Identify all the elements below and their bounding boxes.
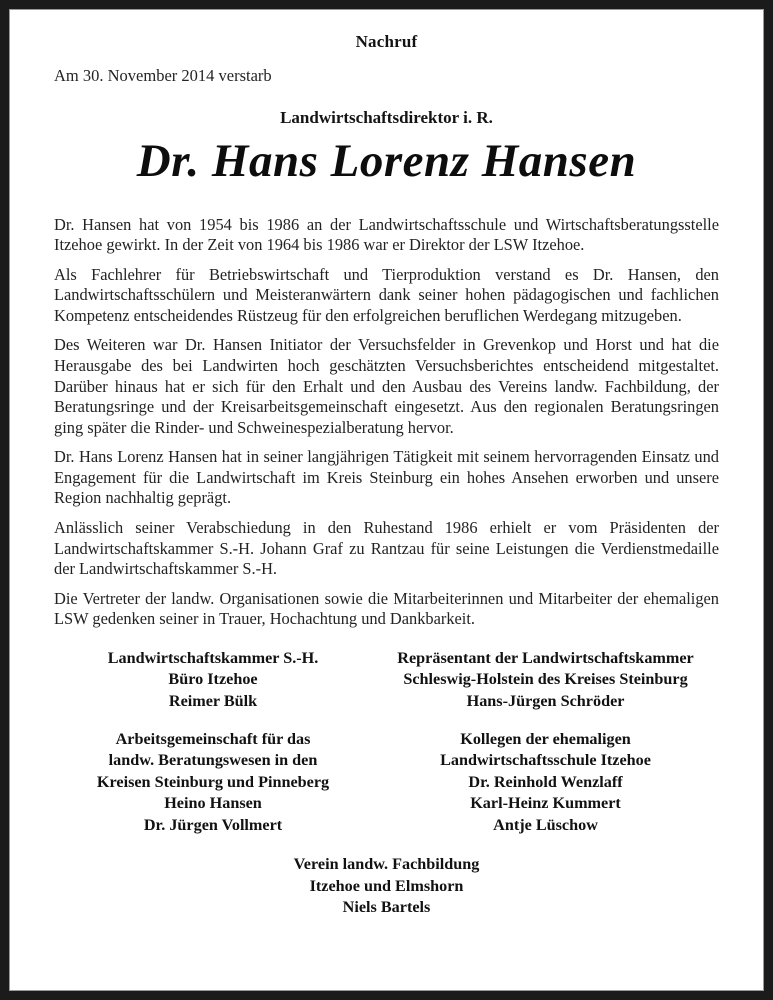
death-date-line: Am 30. November 2014 verstarb: [54, 66, 272, 85]
signatory-line: Büro Itzehoe: [168, 670, 258, 689]
obituary-body: [44, 215, 729, 630]
signatory-row: [54, 648, 719, 713]
signatory-line: Dr. Reinhold Wenzlaff: [468, 772, 623, 791]
professional-title: Landwirtschaftsdirektor i. R.: [280, 108, 493, 127]
signatory-row: [54, 729, 719, 837]
signatory-line: Verein landw. Fachbildung: [293, 855, 480, 874]
signatory-block: [54, 729, 372, 837]
signatory-line: Itzehoe und Elmshorn: [309, 876, 464, 895]
signatory-line: Landwirtschaftsschule Itzehoe: [440, 751, 651, 770]
body-paragraph: Des Weiteren war Dr. Hansen Initiator der Versuchsfelder in Grevenkop und Horst und hat die Herausgabe des bei Landwirten hoch geschätzten Versuchsberichtes entscheidend mitgestaltet. Darüber hinaus hat er sich für den Erhalt und den Ausbau des Vereins landw. Fachbildung, der Beratungsringe und der Kreisarbeitsgemeinschaft eingesetzt. Aus den regionalen Beratungsringen ging später die Rinder- und Schweinespezialberatung hervor.: [54, 335, 719, 437]
signatory-line: Kreisen Steinburg und Pinneberg: [96, 772, 330, 791]
signatory-line: Heino Hansen: [164, 794, 262, 813]
signatory-line: Hans-Jürgen Schröder: [466, 692, 625, 711]
signatory-line: landw. Beratungswesen in den: [108, 751, 318, 770]
signatory-line: Landwirtschaftskammer S.-H.: [107, 648, 319, 667]
signatory-line: Schleswig-Holstein des Kreises Steinburg: [403, 670, 688, 689]
signatory-line: Karl-Heinz Kummert: [470, 794, 621, 813]
obituary-page: [10, 10, 763, 990]
body-paragraph: Als Fachlehrer für Betriebswirtschaft und Tierproduktion verstand es Dr. Hansen, den Landwirtschaftsschülern und Meisteranwärtern dank seiner hohen pädagogischen und fachlichen Kompetenz entscheidendes Rüstzeug für den erfolgreichen beruflichen Werdegang mitzugeben.: [54, 264, 719, 325]
signatory-line: Reimer Bülk: [168, 692, 258, 711]
signatory-line: Dr. Jürgen Vollmert: [143, 815, 283, 834]
deceased-name: Dr. Hans Lorenz Hansen: [136, 135, 637, 187]
signatory-block: [54, 648, 372, 713]
signatory-block: [372, 729, 719, 837]
page-title: Nachruf: [355, 32, 418, 51]
body-paragraph: Die Vertreter der landw. Organisationen sowie die Mitarbeiterinnen und Mitarbeiter der ehemaligen LSW gedenken seiner in Trauer, Hochachtung und Dankbarkeit.: [54, 588, 719, 629]
signatory-line: Arbeitsgemeinschaft für das: [115, 729, 311, 748]
obituary-inner-rule: [9, 9, 764, 991]
signatory-block: [54, 854, 719, 919]
body-paragraph: Dr. Hans Lorenz Hansen hat in seiner langjährigen Tätigkeit mit seinem hervorragenden Einsatz und Engagement für die Landwirtschaft im Kreis Steinburg ein hohes Ansehen erworben und unsere Region nachhaltig geprägt.: [54, 447, 719, 508]
signatory-line: Repräsentant der Landwirtschaftskammer: [397, 648, 694, 667]
signatory-section: [44, 648, 729, 919]
signatory-row: [54, 852, 719, 919]
signatory-line: Niels Bartels: [342, 898, 431, 917]
signatory-line: Antje Lüschow: [493, 815, 598, 834]
body-paragraph: Anlässlich seiner Verabschiedung in den Ruhestand 1986 erhielt er vom Präsidenten der Landwirtschaftskammer S.-H. Johann Graf zu Rantzau für seine Leistungen die Verdienstmedaille der Landwirtschaftskammer S.-H.: [54, 518, 719, 579]
body-paragraph: Dr. Hansen hat von 1954 bis 1986 an der Landwirtschaftsschule und Wirtschaftsberatungsstelle Itzehoe gewirkt. In der Zeit von 1964 bis 1986 war er Direktor der LSW Itzehoe.: [54, 214, 719, 255]
signatory-line: Kollegen der ehemaligen: [460, 729, 631, 748]
signatory-block: [372, 648, 719, 713]
